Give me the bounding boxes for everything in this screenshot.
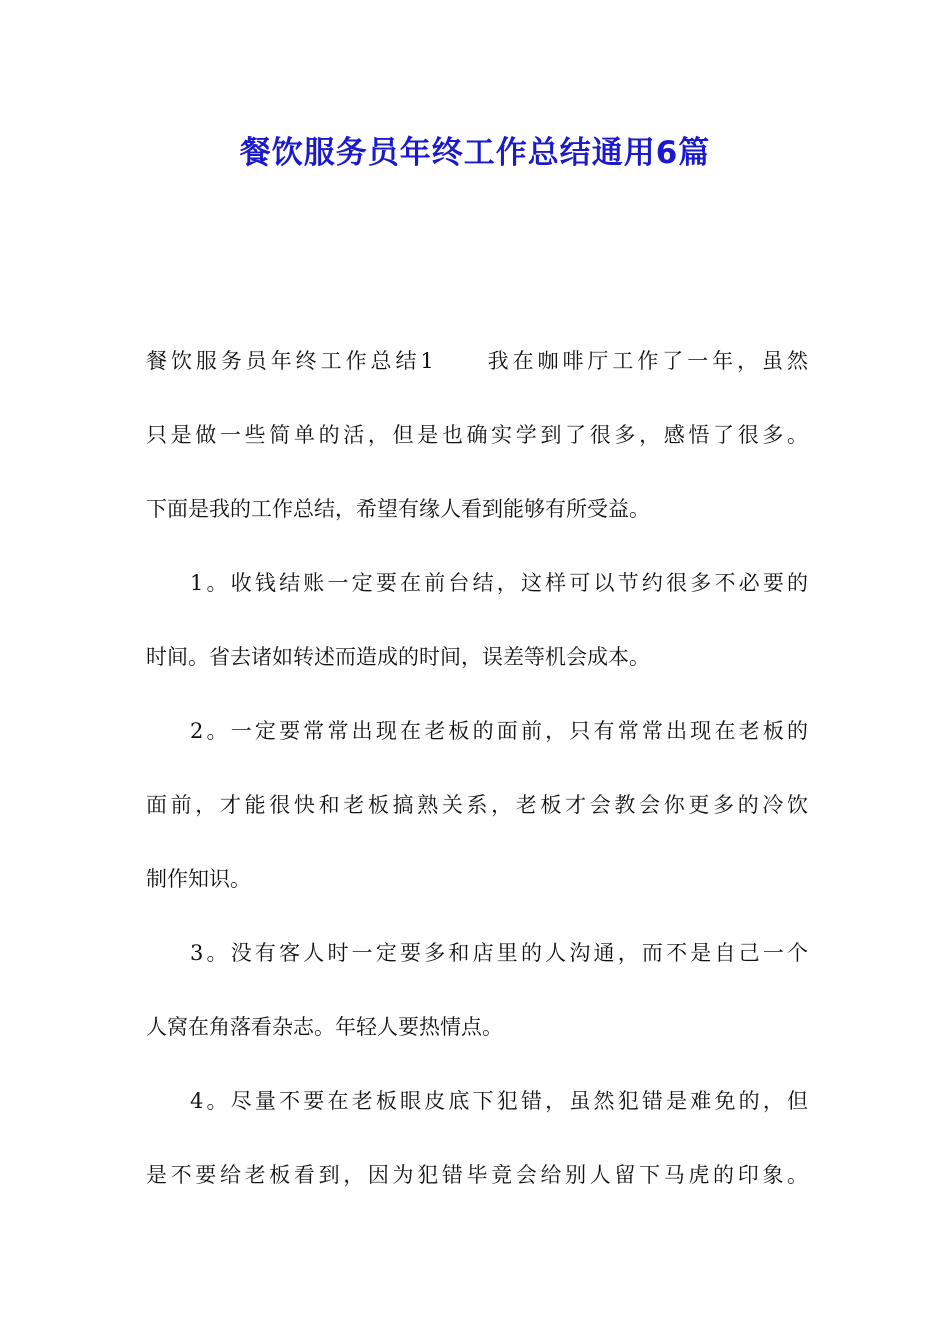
body-line: 4。尽量不要在老板眼皮底下犯错，虽然犯错是难免的，但 [190, 1089, 808, 1113]
body-line: 1。收钱结账一定要在前台结，这样可以节约很多不必要的 [190, 571, 808, 595]
body-line: 制作知识。 [146, 867, 251, 891]
body-line: 只是做一些简单的活，但是也确实学到了很多，感悟了很多。 [146, 423, 808, 447]
body-line: 面前，才能很快和老板搞熟关系，老板才会教会你更多的冷饮 [146, 793, 808, 817]
document-body [146, 336, 808, 1224]
body-line: 是不要给老板看到，因为犯错毕竟会给别人留下马虎的印象。 [146, 1163, 808, 1187]
document-title: 餐饮服务员年终工作总结通用6篇 [239, 135, 711, 171]
body-line: 人窝在角落看杂志。年轻人要热情点。 [146, 1015, 503, 1039]
body-line: 餐饮服务员年终工作总结1 我在咖啡厅工作了一年，虽然 [146, 349, 808, 373]
body-line: 时间。省去诸如转述而造成的时间，误差等机会成本。 [146, 645, 650, 669]
body-line: 下面是我的工作总结，希望有缘人看到能够有所受益。 [146, 497, 650, 521]
body-line: 2。一定要常常出现在老板的面前，只有常常出现在老板的 [190, 719, 808, 743]
body-line: 3。没有客人时一定要多和店里的人沟通，而不是自己一个 [190, 941, 808, 965]
